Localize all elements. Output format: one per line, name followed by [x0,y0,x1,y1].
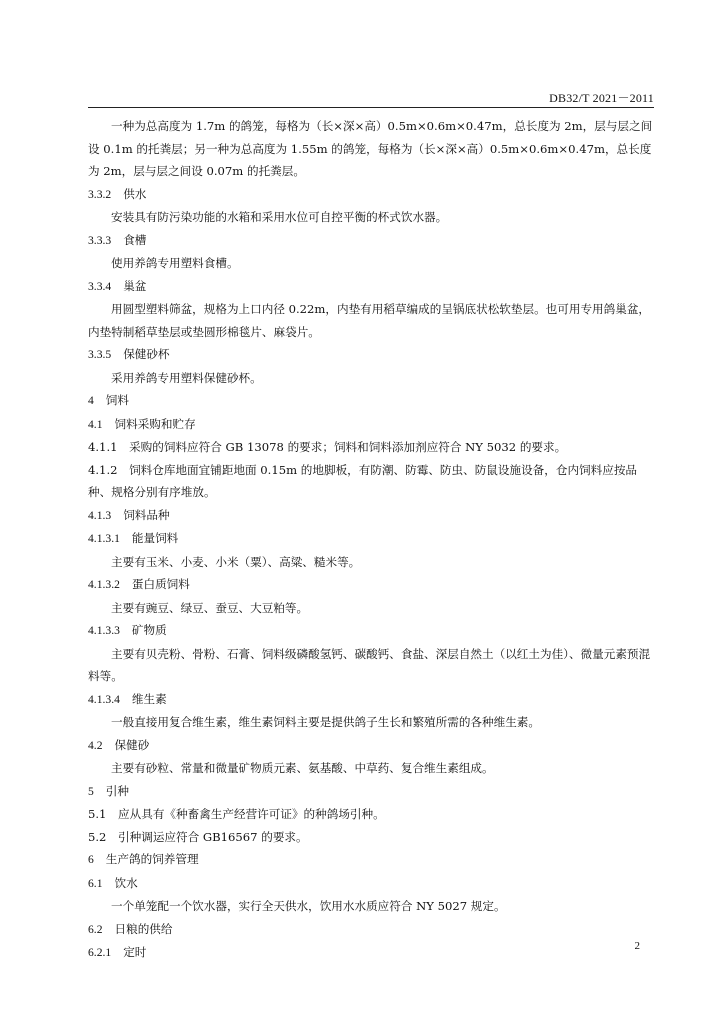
section-title: 蛋白质饲料 [131,577,190,591]
body-paragraph: 一个单笼配一个饮水器，实行全天供水，饮用水水质应符合 NY 5027 规定。 [111,899,506,913]
document-code: DB32/T 2021－2011 [549,91,654,105]
section-title: 食槽 [123,232,147,247]
body-paragraph: 一般直接用复合维生素，维生素饲料主要是提供鸽子生长和繁殖所需的各种维生素。 [111,715,540,729]
section-title: 供水 [123,186,147,201]
body-paragraph: 使用养鸽专用塑料食槽。 [111,256,239,270]
section-heading [88,389,654,413]
header-divider [88,107,654,108]
section-heading [88,504,654,528]
section-number: 4.1 [88,417,103,431]
page-number: 2 [634,940,640,952]
section-number: 4.1.3.1 [88,532,120,545]
section-number: 3.3.5 [88,348,112,361]
section-title: 日粮的供给 [114,921,173,936]
section-title: 生产鸽的饲养管理 [105,852,199,866]
section-number: 3.3.4 [88,279,112,293]
section-title: 能量饲料 [131,531,179,545]
section-number: 4.2 [88,738,103,752]
document-body [88,115,654,965]
section-title: 保健砂杯 [123,347,170,361]
section-heading [88,573,654,597]
section-number: 6.1 [88,876,103,890]
section-heading [88,872,654,896]
section-heading [88,848,654,872]
section-heading [88,688,654,712]
section-number: 4 [88,394,94,407]
body-paragraph: 采用养鸽专用塑料保健砂杯。 [111,370,262,385]
section-title: 巢盆 [123,278,147,293]
body-paragraph: 主要有砂粒、常量和微量矿物质元素、氨基酸、中草药、复合维生素组成。 [111,761,494,775]
section-title: 饮水 [114,875,138,890]
section-heading [88,780,654,804]
section-title: 矿物质 [131,623,167,637]
body-paragraph: 用圆型塑料筛盆，规格为上口内径 0.22m，内垫有用稻草编成的呈锅底状松软垫层。也可用专用鸽巢盆，内垫特制稻草垫层或垫圆形棉毯片、麻袋片。 [88,302,651,339]
section-heading [88,619,654,643]
section-number: 5 [88,784,94,798]
section-heading [88,229,654,253]
section-number: 6.2 [88,922,103,936]
section-title: 饲料 [105,393,129,407]
section-heading [88,413,654,437]
section-title: 维生素 [131,691,167,706]
section-number: 4.1.3.2 [88,578,120,591]
section-number: 4.1.3 [88,508,112,522]
section-number: 4.1.3.3 [88,624,120,637]
body-paragraph: 5.1 应从具有《种畜禽生产经营许可证》的种鸽场引种。 [88,807,385,821]
section-title: 饲料品种 [123,507,170,522]
section-heading [88,343,654,367]
body-paragraph: 一种为总高度为 1.7m 的鸽笼，每格为（长×深×高）0.5m×0.6m×0.47m，总长度为 2m，层与层之间设 0.1m 的托粪层；另一种为总高度为 1.55m 的鸽笼，每格为（长×深×高）0.5m×0.6m×0.47m，总长度为 2m，层与层之间设 0.07m 的托粪层。 [88,119,653,178]
body-paragraph: 主要有贝壳粉、骨粉、石膏、饲料级磷酸氢钙、碳酸钙、食盐、深层自然土（以红土为佳）、微量元素预混料等。 [88,646,651,683]
section-title: 定时 [123,945,147,959]
section-heading [88,941,654,965]
body-paragraph: 主要有豌豆、绿豆、蚕豆、大豆粕等。 [111,600,309,615]
section-number: 3.3.3 [88,233,112,247]
body-paragraph: 5.2 引种调运应符合 GB16567 的要求。 [88,829,308,844]
section-title: 饲料采购和贮存 [114,416,196,431]
section-heading [88,183,654,207]
section-number: 6 [88,853,94,866]
section-number: 4.1.3.4 [88,692,120,706]
section-heading [88,275,654,299]
body-paragraph: 主要有玉米、小麦、小米（粟）、高粱、糙米等。 [111,554,361,569]
section-title: 保健砂 [114,737,150,752]
body-paragraph: 安装具有防污染功能的水箱和采用水位可自控平衡的杯式饮水器。 [111,210,448,224]
section-number: 6.2.1 [88,946,112,959]
section-title: 引种 [105,783,129,798]
body-paragraph: 4.1.1 采购的饲料应符合 GB 13078 的要求；饲料和饲料添加剂应符合 NY 5032 的要求。 [88,440,567,454]
section-heading [88,918,654,942]
body-paragraph: 4.1.2 饲料仓库地面宜铺距地面 0.15m 的地脚板，有防潮、防霉、防虫、防鼠设施设备，仓内饲料应按品种、规格分别有序堆放。 [88,462,638,499]
section-heading [88,527,654,551]
section-heading [88,734,654,758]
section-number: 3.3.2 [88,187,112,201]
